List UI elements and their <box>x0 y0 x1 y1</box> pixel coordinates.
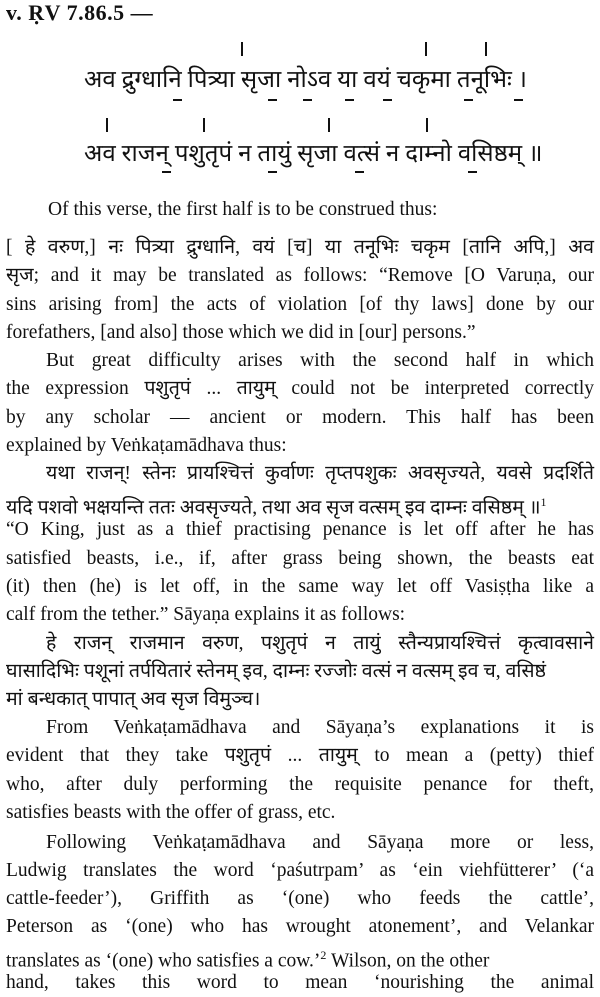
text-line-content: यदि पशवो भक्षयन्ति ततः अवसृज्यते, तथा अव सृज वत्सम् इव दाम्नः वसिष्ठम् ॥ <box>6 497 541 519</box>
text-line: by any scholar — ancient or modern. This half has been <box>6 407 594 428</box>
text-line: Ludwig translates the word ‘paśutrpam’ as ‘ein viehfütterer’ (‘a <box>6 860 594 881</box>
accent-mark <box>203 118 205 132</box>
text-line: From Veṅkaṭamādhava and Sāyaṇa’s explanations it is <box>46 717 594 738</box>
footnote-mark: 2 <box>320 948 327 962</box>
text-line: explained by Veṅkaṭamādhava thus: <box>6 435 287 456</box>
accent-mark <box>426 118 428 132</box>
accent-mark <box>173 99 182 101</box>
accent-mark <box>355 171 364 173</box>
text-line: satisfies beasts with the offer of grass, etc. <box>6 802 336 823</box>
text-line: (it) then (he) is let off, in the same way let off Vasiṣṭha like a <box>6 576 594 597</box>
text-line: who, after duly performing the requisite penance for theft, <box>6 774 594 795</box>
text-line: sins arising from] the acts of violation [of thy laws] done by our <box>6 294 594 315</box>
text-line: evident that they take पशुतृपं ... तायुम् to mean a (petty) thief <box>6 745 594 766</box>
text-line: Peterson as ‘(one) who has wrought atonement’, and Velankar <box>6 916 594 937</box>
footnote-mark: 1 <box>540 495 547 509</box>
text-line: cattle-feeder’), Griffith as ‘(one) who feeds the cattle’, <box>6 888 594 909</box>
verse-line-2-text: अव राजन् पशुतृपं न तायुं सृजा वत्सं न दाम्नो वसिष्ठम् ॥ <box>84 141 543 167</box>
text-line: satisfied beasts, i.e., if, after grass being shown, the beasts eat <box>6 548 594 569</box>
text-line: हे राजन् राजमान वरुण, पशुतृपं न तायुं स्तैन्यप्रायश्चित्तं कृत्वावसाने <box>46 633 594 654</box>
text-line: “O King, just as a thief practising penance is let off after he has <box>6 519 594 540</box>
text-line: सृज; and it may be translated as follows: “Remove [O Varuṇa, our <box>6 265 594 286</box>
verse-line-2 <box>84 136 542 169</box>
accent-mark <box>425 42 427 56</box>
text-line: मां बन्धकात् पापात् अव सृज विमुञ्च। <box>6 689 261 710</box>
text-line-content: Wilson, on the other <box>330 950 490 972</box>
text-line: hand, takes this word to mean ‘nourishing the animal <box>6 972 594 993</box>
accent-mark <box>303 99 312 101</box>
accent-mark <box>514 99 523 101</box>
accent-mark <box>345 99 354 101</box>
accent-mark <box>485 42 487 56</box>
text-line: the expression पशुतृपं ... तायुम् could not be interpreted correctly <box>6 378 594 399</box>
verse-reference-heading: v. ṚV 7.86.5 — <box>6 0 154 25</box>
accent-mark <box>241 42 243 56</box>
accent-mark <box>268 171 277 173</box>
accent-mark <box>106 118 108 132</box>
verse-line-1-text: अव द्रुग्धानि पित्र्या सृजा नोऽव या वयं चकृमा तनूभिः । <box>84 67 527 93</box>
text-line: [ हे वरुण,] नः पित्र्या द्रुग्धानि, वयं [च] या तनूभिः चकृम [तानि अपि,] अव <box>6 237 594 258</box>
text-line: forefathers, [and also] those which we did in [our] persons.” <box>6 322 476 343</box>
verse-line-1 <box>84 62 527 95</box>
text-line: घासादिभिः पशूनां तर्पयितारं स्तेनम् इव, दाम्नः रज्जोः वत्सं न वत्सम् इव च, वसिष्ठं <box>6 661 547 682</box>
accent-mark <box>328 118 330 132</box>
text-line: यथा राजन्! स्तेनः प्रायश्चित्तं कुर्वाणः तृप्तपशुकः अवसृज्यते, यवसे प्रदर्शिते <box>46 463 594 484</box>
text-line: Following Veṅkaṭamādhava and Sāyaṇa more or less, <box>46 832 594 853</box>
text-line: Of this verse, the first half is to be construed thus: <box>48 199 438 220</box>
text-line: But great difficulty arises with the second half in which <box>46 350 594 371</box>
text-line-content: translates as ‘(one) who satisfies a cow.’ <box>6 950 321 972</box>
accent-mark <box>464 99 473 101</box>
accent-mark <box>162 171 171 173</box>
accent-mark <box>268 99 277 101</box>
accent-mark <box>383 99 392 101</box>
text-line: calf from the tether.” Sāyaṇa explains it as follows: <box>6 604 406 625</box>
accent-mark <box>468 171 477 173</box>
